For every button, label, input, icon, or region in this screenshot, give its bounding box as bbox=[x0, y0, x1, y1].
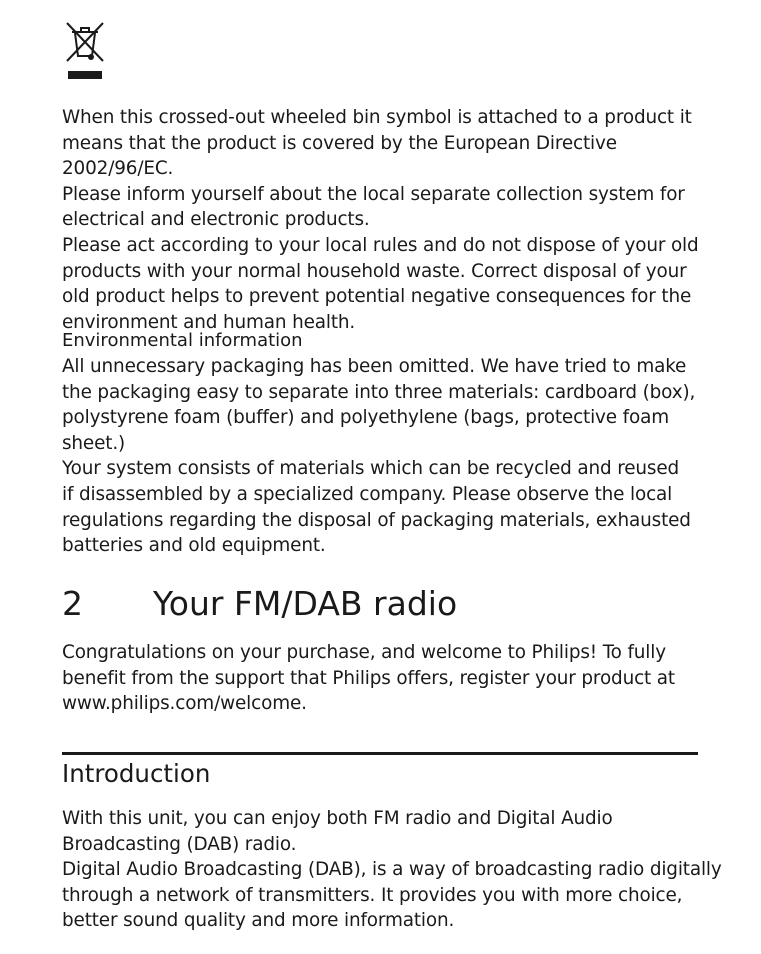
introduction-paragraph: With this unit, you can enjoy both FM radio and Digital Audio Broadcasting (DAB) radio. Digital Audio Broadcasting (DAB), is a way of broadcasting radio digitally through a network of transmitters. It provides you with more choice, better sound quality and more information. bbox=[62, 808, 722, 932]
environmental-information-heading: Environmental information bbox=[62, 330, 303, 351]
crossed-out-wheeled-bin-icon bbox=[64, 20, 106, 80]
chapter-title bbox=[62, 580, 457, 628]
section-divider bbox=[62, 752, 698, 755]
chapter-number: 2 bbox=[62, 584, 83, 623]
welcome-paragraph: Congratulations on your purchase, and welcome to Philips! To fully benefit from the support that Philips offers, register your product at www.philips.com/welcome. bbox=[62, 642, 675, 715]
introduction-heading: Introduction bbox=[62, 759, 211, 788]
disposal-paragraph: When this crossed-out wheeled bin symbol is attached to a product it means that the product is covered by the European Directive 2002/96/EC. Please inform yourself about the local separate collection system for electrical and electronic products. Please act according to your local rules and do not dispose of your old products with your normal household waste. Correct disposal of your old product helps to prevent potential negative consequences for the environment and human health. bbox=[62, 107, 699, 333]
environmental-information-paragraph: All unnecessary packaging has been omitted. We have tried to make the packaging easy to separate into three materials: cardboard (box), polystyrene foam (buffer) and polyethylene (bags, protective foam sheet.) Your system consists of materials which can be recycled and reused if disassembled by a specialized company. Please observe the local regulations regarding the disposal of packaging materials, exhausted batteries and old equipment. bbox=[62, 356, 696, 557]
chapter-title-text: Your FM/DAB radio bbox=[153, 584, 458, 623]
